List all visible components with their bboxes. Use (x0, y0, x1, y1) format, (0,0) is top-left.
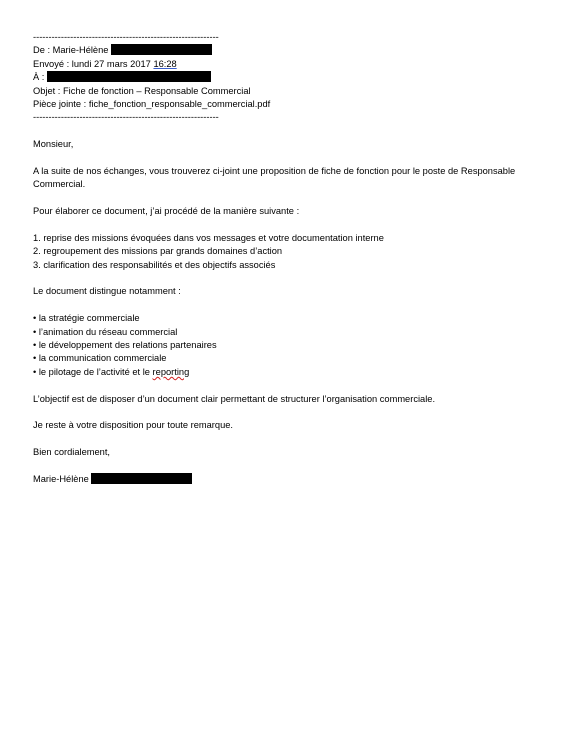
topic-item: • le développement des relations partenaires (33, 340, 217, 351)
redacted-block (111, 44, 212, 55)
step-item: 1. reprise des missions évoquées dans vos messages et votre documentation interne (33, 232, 384, 243)
topics-list (33, 312, 563, 379)
spellcheck-word: reporting (152, 366, 190, 377)
availability-paragraph: Je reste à votre disposition pour toute remarque. (33, 420, 233, 431)
method-intro: Pour élaborer ce document, j’ai procédé de la manière suivante : (33, 206, 300, 217)
topic-item: • l’animation du réseau commercial (33, 326, 178, 337)
redacted-block (91, 473, 192, 484)
from-line (33, 44, 563, 57)
closing: Bien cordialement, (33, 447, 110, 458)
subject-label: Objet : (33, 85, 63, 96)
signature-line (33, 473, 563, 486)
topic-item-text: • le pilotage de l’activité et le (33, 366, 153, 377)
from-name: Marie-Hélène (52, 45, 109, 56)
from-label: De : (33, 45, 53, 56)
objective-paragraph: L’objectif est de disposer d’un document clair permettant de structurer l’organisation commerciale. (33, 393, 436, 404)
greeting: Monsieur, (33, 139, 74, 150)
signature-name: Marie-Hélène (33, 473, 89, 484)
sent-date: lundi 27 mars 2017 (71, 58, 154, 69)
header-separator-bottom: ------------------------------------------------------------ (33, 112, 219, 123)
email-content (33, 31, 563, 486)
sent-line (33, 58, 563, 71)
header-separator-top: ------------------------------------------------------------ (33, 32, 219, 42)
to-label: À : (33, 72, 47, 83)
redacted-block (47, 71, 211, 82)
sent-label: Envoyé : (33, 58, 72, 69)
topic-item: • la communication commerciale (33, 353, 167, 364)
attachment-line (33, 98, 563, 111)
intro-paragraph: A la suite de nos échanges, vous trouverez ci-joint une proposition de fiche de fonction pour le poste de Responsable Commercial. (33, 165, 516, 190)
step-item: 2. regroupement des missions par grands domaines d’action (33, 246, 283, 257)
attachment-filename: fiche_fonction_responsable_commercial.pdf (88, 98, 271, 109)
subject-line (33, 85, 563, 98)
sent-time: 16:28 (153, 58, 177, 69)
subject-text: Fiche de fonction – Responsable Commercial (62, 85, 251, 96)
to-line (33, 71, 563, 84)
attachment-label: Pièce jointe : (33, 98, 89, 109)
step-item: 3. clarification des responsabilités et des objectifs associés (33, 259, 276, 270)
topics-intro: Le document distingue notamment : (33, 286, 181, 297)
topic-item: • la stratégie commerciale (33, 313, 140, 324)
topic-item (33, 366, 563, 379)
